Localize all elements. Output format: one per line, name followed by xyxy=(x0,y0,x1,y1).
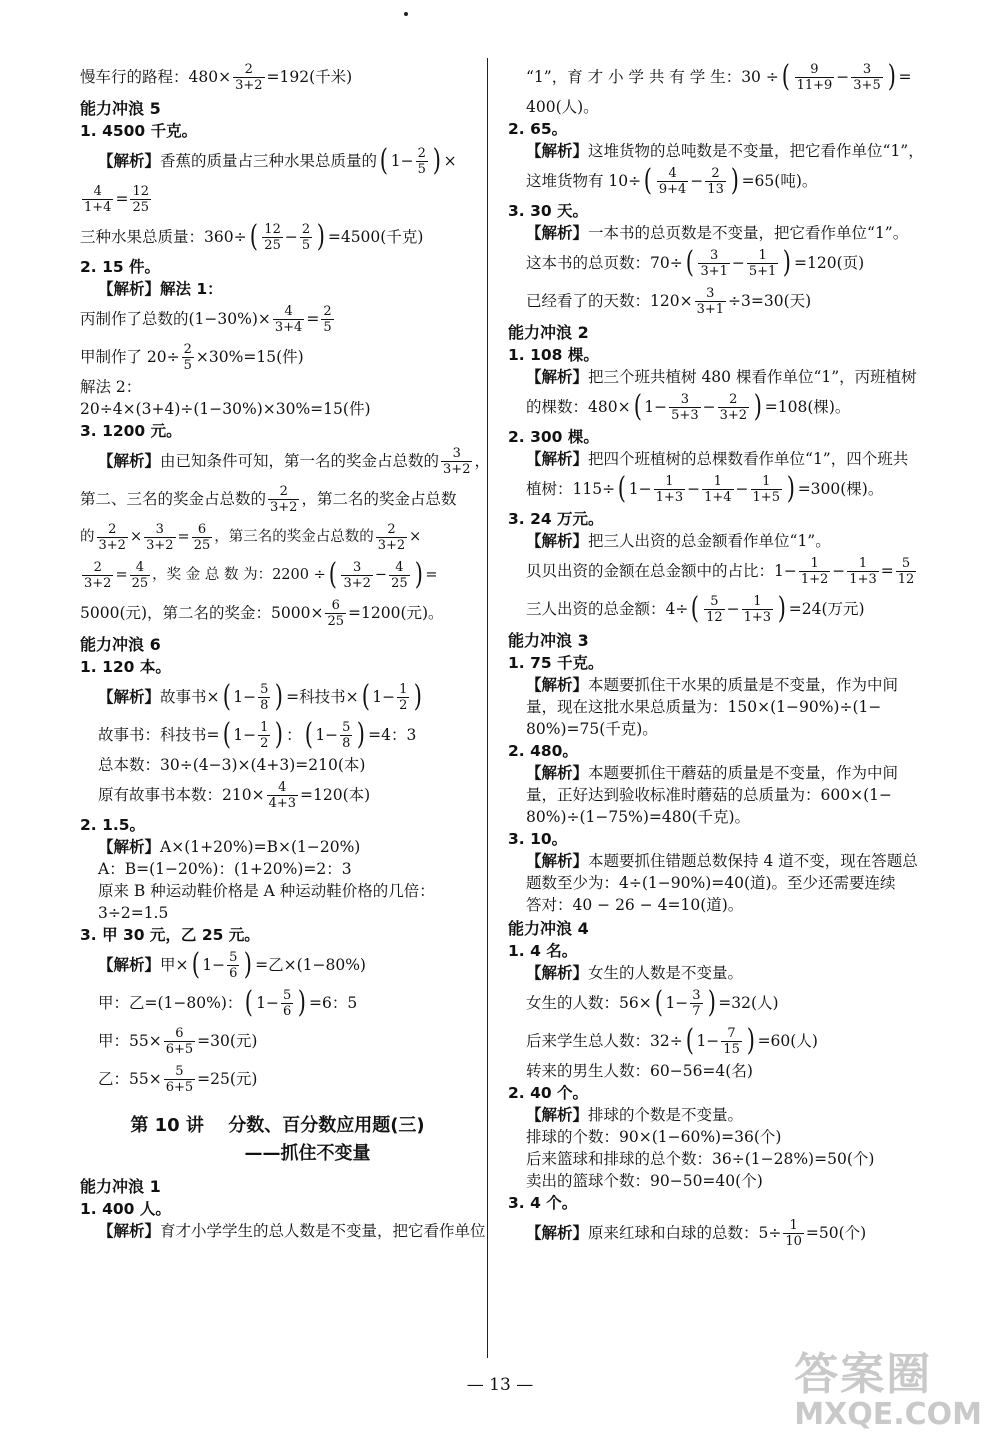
section-title: 能力冲浪 2 xyxy=(508,323,589,342)
answer-line: 1. 75 千克。 xyxy=(508,654,604,672)
analysis-line: 量，正好达到验收标准时蘑菇的总质量为：600×(1− xyxy=(526,786,892,804)
analysis-line: 三人出资的总金额：4÷ ( $\frac{5}{12}$ − $\frac{1}{1+3}$ ) =24(万元) xyxy=(526,591,865,626)
fraction: $\frac{2}{5}$ xyxy=(301,221,311,253)
fraction: $\frac{3}{7}$ xyxy=(692,987,701,1019)
analysis-line: 后来学生总人数：32÷ ( 1− $\frac{7}{15}$ ) =60(人) xyxy=(526,1023,818,1058)
fraction: $\frac{4}{9+4}$ xyxy=(658,165,687,197)
analysis-line: 总本数：30÷(4−3)×(4+3)=210(本) xyxy=(98,756,366,774)
fraction: $\frac{6}{25}$ xyxy=(193,521,211,553)
analysis-line: 【解析】 育才小学学生的总人数是不变量，把它看作单位 xyxy=(98,1222,486,1240)
analysis-line: 女生的人数：56× ( 1− $\frac{3}{7}$ ) =32(人) xyxy=(526,985,779,1020)
fraction: $\frac{2}{3+2}$ xyxy=(235,61,263,93)
analysis-line: 【解析】 故事书× ( 1− $\frac{5}{8}$ ) =科技书× ( 1− $\frac{1}{2}$ ) xyxy=(98,679,423,714)
analysis-line: “1”，育 才 小 学 共 有 学 生：30 ÷ ( $\frac{9}{11+9}$ − $\frac{3}{3+5}$ ) = xyxy=(526,59,912,94)
fraction: $\frac{7}{15}$ xyxy=(723,1025,740,1057)
analysis-line: 量，现在这批水果总质量为：150×(1−90%)÷(1− xyxy=(526,698,882,716)
analysis-line: 转来的男生人数：60−56=4(名) xyxy=(526,1062,753,1080)
analysis-line: 故事书：科技书= ( 1− $\frac{1}{2}$ ) ： ( 1− $\frac{5}{8}$ ) =4：3 xyxy=(98,717,417,752)
answer-line: 3. 1200 元。 xyxy=(80,422,182,440)
left-column xyxy=(80,58,490,1242)
answer-line: 慢车行的路程：480× $\frac{2}{3+2}$ =192(千米) xyxy=(80,61,353,93)
analysis-line: 题数至少为：4÷(1−90%)=40(道)。至少还需要连续 xyxy=(526,874,896,892)
analysis-line: 这本书的总页数：70÷ ( $\frac{3}{3+1}$ − $\frac{1}{5+1}$ ) =120(页) xyxy=(526,245,865,280)
lecture-title: 第 10 讲 分数、百分数应用题(三) xyxy=(130,1115,425,1136)
page-number: — 13 — xyxy=(466,1375,534,1395)
fraction: $\frac{2}{13}$ xyxy=(707,165,724,197)
lecture-subtitle: ——抓住不变量 xyxy=(244,1143,371,1164)
analysis-line: 【解析】 本题要抓住错题总数保持 4 道不变，现在答题总 xyxy=(526,852,918,870)
analysis-line: 甲制作了 20÷ $\frac{2}{5}$ ×30%=15(件) xyxy=(80,341,304,373)
section-title: 能力冲浪 3 xyxy=(508,631,589,650)
answer-line: 2. 65。 xyxy=(508,120,568,138)
fraction: $\frac{1}{1+3}$ xyxy=(655,473,684,505)
answer-line: 1. 4 名。 xyxy=(508,942,578,960)
analysis-line: 5000(元)，第二名的奖金：5000× $\frac{6}{25}$ =1200(元)。 xyxy=(80,597,444,629)
fraction: $\frac{1}{1+2}$ xyxy=(800,555,829,587)
analysis-line: 【解析】 A×(1+20%)=B×(1−20%) xyxy=(98,838,361,856)
analysis-line: 3÷2=1.5 xyxy=(98,904,169,922)
fraction: $\frac{1}{5+1}$ xyxy=(748,247,777,279)
analysis-line: 的 $\frac{2}{3+2}$ × $\frac{3}{3+2}$ = $\frac{6}{25}$ ，第三名的奖金占总数的 $\frac{2}{3+2}$ × xyxy=(80,521,422,553)
column-divider xyxy=(487,58,488,1358)
analysis-line: $\frac{2}{3+2}$ = $\frac{4}{25}$ ，奖 金 总 数 为：2200 ÷ ( $\frac{3}{3+2}$ − $\frac{4}{25}$ ) = xyxy=(84,557,438,592)
watermark-top: 答案圈 xyxy=(794,1349,933,1400)
analysis-line: 【解析】 本题要抓住干蘑菇的质量是不变量，作为中间 xyxy=(526,764,899,782)
analysis-line: 答对：40 − 26 − 4=10(道)。 xyxy=(526,896,744,914)
print-dot xyxy=(404,12,408,16)
answer-line: 3. 4 个。 xyxy=(508,1194,578,1212)
fraction: $\frac{6}{25}$ xyxy=(327,597,345,629)
fraction: $\frac{4}{4+3}$ xyxy=(268,779,297,811)
section-title: 能力冲浪 1 xyxy=(80,1177,161,1196)
analysis-line: 三种水果总质量：360÷ ( $\frac{12}{25}$ − $\frac{2}{5}$ ) =4500(千克) xyxy=(80,219,424,254)
fraction: $\frac{2}{3+2}$ xyxy=(270,483,298,515)
fraction: $\frac{4}{1+4}$ xyxy=(84,183,112,215)
answer-line: 2. 1.5。 xyxy=(80,816,146,834)
analysis-line: 原来 B 种运动鞋价格是 A 种运动鞋价格的几倍： xyxy=(98,882,435,900)
answer-line: 1. 4500 千克。 xyxy=(80,122,198,140)
fraction: $\frac{5}{8}$ xyxy=(260,681,269,713)
fraction: $\frac{2}{3+2}$ xyxy=(84,559,112,591)
fraction: $\frac{6}{6+5}$ xyxy=(165,1025,194,1057)
answer-line: 1. 108 棵。 xyxy=(508,346,599,364)
analysis-line: 【解析】 把四个班植树的总棵数看作单位“1”，四个班共 xyxy=(526,450,909,468)
fraction: $\frac{1}{1+4}$ xyxy=(704,473,732,505)
fraction: $\frac{12}{25}$ xyxy=(264,221,281,253)
fraction: $\frac{3}{3+2}$ xyxy=(343,559,371,591)
analysis-line: 【解析】 甲× ( 1− $\frac{5}{6}$ ) =乙×(1−80%) xyxy=(98,947,366,982)
fraction: $\frac{12}{25}$ xyxy=(132,183,149,215)
analysis-line: 卖出的篮球个数：90−50=40(个) xyxy=(526,1172,763,1190)
fraction: $\frac{9}{11+9}$ xyxy=(796,61,833,93)
answer-line: 3. 甲 30 元，乙 25 元。 xyxy=(80,926,260,944)
analysis-line: 【解析】解法 1： xyxy=(98,280,223,298)
fraction: $\frac{5}{8}$ xyxy=(342,719,351,751)
fraction: $\frac{4}{3+4}$ xyxy=(274,303,303,335)
fraction: $\frac{5}{12}$ xyxy=(897,555,915,587)
analysis-line: 解法 2： xyxy=(80,378,142,396)
fraction: $\frac{5}{6}$ xyxy=(282,987,292,1019)
analysis-line: 植树：115÷ ( 1− $\frac{1}{1+3}$ − $\frac{1}{1+4}$ − $\frac{1}{1+5}$ ) =300(棵)。 xyxy=(526,471,884,506)
answer-line: 2. 480。 xyxy=(508,742,578,760)
fraction: $\frac{1}{1+5}$ xyxy=(752,473,780,505)
fraction: $\frac{2}{5}$ xyxy=(417,145,426,177)
fraction: $\frac{3}{5+3}$ xyxy=(671,391,699,423)
answer-line: 2. 300 棵。 xyxy=(508,428,599,446)
analysis-line: 后来篮球和排球的总个数：36÷(1−28%)=50(个) xyxy=(526,1150,875,1168)
fraction: $\frac{1}{2}$ xyxy=(260,719,269,751)
analysis-line: 贝贝出资的金额在总金额中的占比：1− $\frac{1}{1+2}$ − $\frac{1}{1+3}$ = $\frac{5}{12}$ xyxy=(526,555,915,587)
answer-line: 3. 30 天。 xyxy=(508,202,589,220)
section-title: 能力冲浪 6 xyxy=(80,635,161,654)
analysis-line: 排球的个数：90×(1−60%)=36(个) xyxy=(526,1128,782,1146)
fraction: $\frac{2}{3+2}$ xyxy=(377,521,406,553)
answer-line: 2. 15 件。 xyxy=(80,258,161,276)
fraction: $\frac{3}{3+2}$ xyxy=(146,521,174,553)
analysis-line: 甲：乙=(1−80%)： ( 1− $\frac{5}{6}$ ) =6：5 xyxy=(98,985,358,1020)
right-column xyxy=(508,58,924,1252)
fraction: $\frac{5}{6}$ xyxy=(229,949,238,981)
answer-line: 1. 400 人。 xyxy=(80,1200,171,1218)
analysis-line: 【解析】 排球的个数是不变量。 xyxy=(526,1106,744,1124)
watermark-logo xyxy=(794,1351,982,1431)
analysis-line: 乙：55× $\frac{5}{6+5}$ =25(元) xyxy=(98,1063,258,1095)
answer-line: 2. 40 个。 xyxy=(508,1084,589,1102)
fraction: $\frac{2}{3+2}$ xyxy=(98,521,126,553)
analysis-line: 【解析】 把三个班共植树 480 棵看作单位“1”，丙班植树 xyxy=(526,368,917,386)
answer-line: 3. 10。 xyxy=(508,830,568,848)
fraction: $\frac{4}{25}$ xyxy=(391,559,408,591)
fraction: $\frac{3}{3+5}$ xyxy=(853,61,881,93)
analysis-line: 【解析】 原来红球和白球的总数：5÷ $\frac{1}{10}$ =50(个) xyxy=(526,1217,867,1249)
analysis-line: 【解析】 本题要抓住干水果的质量是不变量，作为中间 xyxy=(526,676,899,694)
fraction: $\frac{1}{1+3}$ xyxy=(849,555,877,587)
analysis-line: 甲：55× $\frac{6}{6+5}$ =30(元) xyxy=(98,1025,258,1057)
fraction: $\frac{5}{12}$ xyxy=(706,593,723,625)
analysis-line: 80%)=75(千克)。 xyxy=(526,720,658,738)
analysis-line: 的棵数：480× ( 1− $\frac{3}{5+3}$ − $\frac{2}{3+2}$ ) =108(棵)。 xyxy=(526,389,851,424)
fraction: $\frac{1}{2}$ xyxy=(399,681,408,713)
fraction: $\frac{2}{5}$ xyxy=(323,303,332,335)
answer-line: 3. 24 万元。 xyxy=(508,510,604,528)
fraction: $\frac{2}{3+2}$ xyxy=(719,391,748,423)
analysis-line: 【解析】 把三人出资的总金额看作单位“1”。 xyxy=(526,532,831,550)
analysis-line: 400(人)。 xyxy=(526,98,599,116)
section-title: 能力冲浪 5 xyxy=(80,99,161,118)
analysis-line: 【解析】 一本书的总页数是不变量，把它看作单位“1”。 xyxy=(526,224,909,242)
analysis-line: 已经看了的天数：120× $\frac{3}{3+1}$ ÷3=30(天) xyxy=(526,285,812,317)
analysis-line: 【解析】 由已知条件可知，第一名的奖金占总数的 $\frac{3}{3+2}$ ， xyxy=(98,445,490,477)
fraction: $\frac{1}{10}$ xyxy=(785,1217,802,1249)
fraction: $\frac{1}{1+3}$ xyxy=(743,593,772,625)
analysis-line: $\frac{4}{1+4}$ = $\frac{12}{25}$ xyxy=(84,183,149,215)
watermark-bottom: MXQE.COM xyxy=(794,1397,982,1432)
fraction: $\frac{5}{6+5}$ xyxy=(165,1063,194,1095)
analysis-line: 80%)÷(1−75%)=480(千克)。 xyxy=(526,808,751,826)
analysis-line: A：B=(1−20%)：(1+20%)=2：3 xyxy=(98,860,352,878)
analysis-line: 第二、三名的奖金占总数的 $\frac{2}{3+2}$ ，第二名的奖金占总数 xyxy=(80,483,457,515)
analysis-line: 丙制作了总数的(1−30%)× $\frac{4}{3+4}$ = $\frac{2}{5}$ xyxy=(80,303,332,335)
analysis-line: 这堆货物有 10÷ ( $\frac{4}{9+4}$ − $\frac{2}{13}$ ) =65(吨)。 xyxy=(526,163,818,198)
analysis-line: 20÷4×(3+4)÷(1−30%)×30%=15(件) xyxy=(80,400,371,418)
fraction: $\frac{3}{3+1}$ xyxy=(696,285,725,317)
analysis-line: 【解析】 这堆货物的总吨数是不变量，把它看作单位“1”， xyxy=(526,142,924,160)
fraction: $\frac{3}{3+1}$ xyxy=(700,247,728,279)
fraction: $\frac{2}{5}$ xyxy=(183,341,192,373)
analysis-line: 【解析】 女生的人数是不变量。 xyxy=(526,964,744,982)
answer-line: 1. 120 本。 xyxy=(80,658,171,676)
section-title: 能力冲浪 4 xyxy=(508,919,589,938)
fraction: $\frac{4}{25}$ xyxy=(131,559,149,591)
fraction: $\frac{3}{3+2}$ xyxy=(443,445,471,477)
analysis-line: 原有故事书本数：210× $\frac{4}{4+3}$ =120(本) xyxy=(98,779,371,811)
analysis-line: 【解析】 香蕉的质量占三种水果总质量的 ( 1− $\frac{2}{5}$ ) × xyxy=(98,143,457,178)
